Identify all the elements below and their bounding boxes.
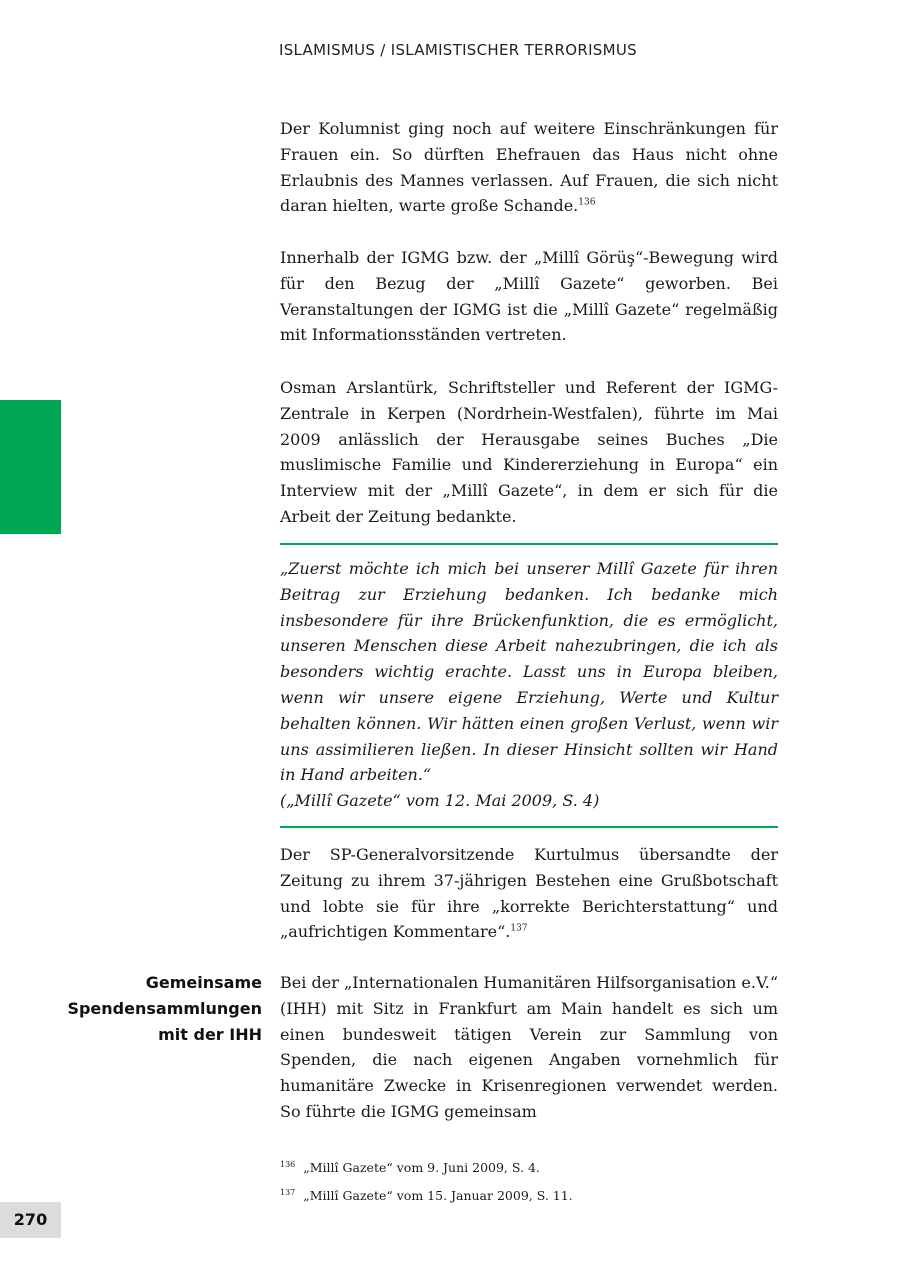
paragraph-text: Innerhalb der IGMG bzw. der „Millî Görüş“-Bewegung wird für den Bezug der „Millî Gazete“ geworben. Bei Veranstaltungen der IGMG ist die „Millî Gazete“ regelmäßig mit Informationsständen vertreten. — [280, 248, 778, 345]
paragraph-kolumnist — [280, 116, 778, 219]
quote-text: „Zuerst möchte ich mich bei unserer Millî Gazete für ihren Beitrag zur Erziehung bedanken. Ich bedanke mich insbesondere für ihre Brückenfunktion, die es ermöglicht, unseren Menschen diese Arbeit nahezubringen, die ich als besonders wichtig erachte. Lasst uns in Europa bleiben, wenn wir unsere eigene Erziehung, Werte und Kultur behalten können. Wir hätten einen großen Verlust, wenn wir uns assimilieren ließen. In dieser Hinsicht sollten wir Hand in Hand arbeiten.“ — [280, 559, 778, 785]
footnote-number: 136 — [280, 1160, 296, 1169]
paragraph-text: Der Kolumnist ging noch auf weitere Einschränkungen für Frauen ein. So dürften Ehefrauen das Haus nicht ohne Erlaubnis des Mannes verlassen. Auf Frauen, die sich nicht daran hielten, warte große Schande. — [280, 119, 778, 216]
page-number: 270 — [0, 1202, 61, 1238]
paragraph-text: Der SP-Generalvorsitzende Kurtulmus übersandte der Zeitung zu ihrem 37-jährigen Bestehen eine Grußbotschaft und lobte sie für ihre „korrekte Berichterstattung“ und „aufrichtigen Kommentare“. — [280, 845, 778, 942]
footnote-text: „Millî Gazete“ vom 15. Januar 2009, S. 11. — [303, 1188, 573, 1204]
chapter-marker-tab — [0, 400, 61, 534]
paragraph-kurtulmus — [280, 842, 778, 945]
quote-source: („Millî Gazete“ vom 12. Mai 2009, S. 4) — [280, 791, 600, 811]
footnote-number: 137 — [280, 1188, 296, 1197]
footnote-ref-136[interactable]: 136 — [578, 198, 596, 209]
running-title: ISLAMISMUS / ISLAMISTISCHER TERRORISMUS — [279, 41, 637, 59]
footnote-text: „Millî Gazete“ vom 9. Juni 2009, S. 4. — [303, 1160, 540, 1176]
paragraph-text: Osman Arslantürk, Schriftsteller und Referent der IGMG-Zentrale in Kerpen (Nordrhein-Westfalen), führte im Mai 2009 anlässlich der Herausgabe seines Buches „Die muslimische Familie und Kindererziehung in Europa“ ein Interview mit der „Millî Gazete“, in dem er sich für die Arbeit der Zeitung bedankte. — [280, 378, 778, 526]
paragraph-arslantuerk — [280, 375, 778, 530]
quote-box — [280, 543, 778, 828]
paragraph-text: Bei der „Internationalen Humanitären Hilfsorganisation e.V.“ (IHH) mit Sitz in Frankfurt am Main handelt es sich um einen bundesweit tätigen Verein zur Sammlung von Spenden, die nach eigenen Angaben vornehmlich für humanitäre Zwecke in Krisenregionen verwendet werden. So führte die IGMG gemeinsam — [280, 973, 778, 1121]
paragraph-ihh — [280, 970, 778, 1125]
paragraph-igmg-bewerbung — [280, 245, 778, 348]
footnote-137 — [280, 1185, 778, 1204]
footnote-136 — [280, 1157, 778, 1176]
footnote-ref-137[interactable]: 137 — [510, 924, 528, 935]
side-heading: Gemeinsame Spendensammlungen mit der IHH — [67, 973, 262, 1044]
